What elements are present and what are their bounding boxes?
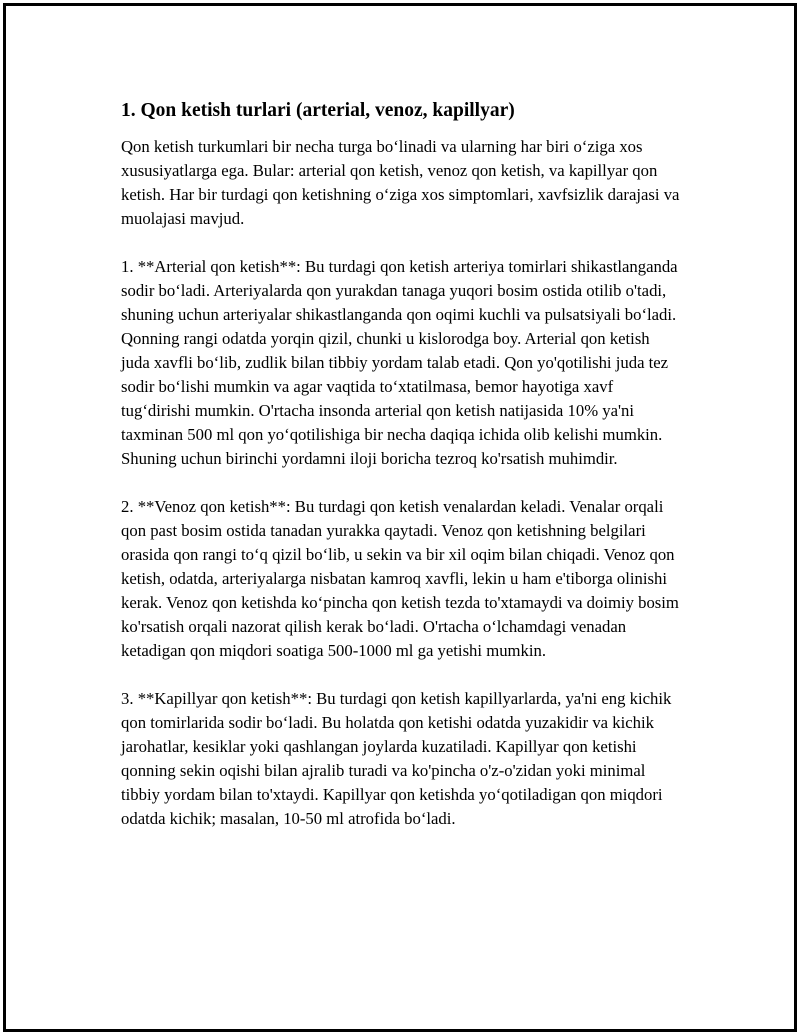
section-heading: 1. Qon ketish turlari (arterial, venoz, kapillyar) [121, 100, 515, 121]
capillary-paragraph: 3. **Kapillyar qon ketish**: Bu turdagi qon ketish kapillyarlarda, ya'ni eng kichik qon tomirlarida sodir bo‘ladi. Bu holatda qon ketishi odatda yuzakidir va kichik jarohatlar, kesiklar yoki qashlangan joylarda kuzatiladi. Kapillyar qon ketishi qonning sekin oqishi bilan ajralib turadi va ko'pincha o'z-o'zidan yoki minimal tibbiy yordam bilan to'xtaydi. Kapillyar qon ketishda yo‘qotiladigan qon miqdori odatda kichik; masalan, 10-50 ml atrofida bo‘ladi. [121, 689, 672, 828]
document-body [121, 98, 681, 855]
arterial-paragraph: 1. **Arterial qon ketish**: Bu turdagi qon ketish arteriya tomirlari shikastlanganda sodir bo‘ladi. Arteriyalarda qon yurakdan tanaga yuqori bosim ostida otilib o'tadi, shuning uchun arteriyalar shikastlanganda qon oqimi kuchli va pulsatsiyali bo‘ladi. Qonning rangi odatda yorqin qizil, chunki u kislorodga boy. Arterial qon ketish juda xavfli bo‘lib, zudlik bilan tibbiy yordam talab etadi. Qon yo'qotilishi juda tez sodir bo‘lishi mumkin va agar vaqtida to‘xtatilmasa, bemor hayotiga xavf tug‘dirishi mumkin. O'rtacha insonda arterial qon ketish natijasida 10% ya'ni taxminan 500 ml qon yo‘qotilishiga bir necha daqiqa ichida olib kelishi mumkin. Shuning uchun birinchi yordamni iloji boricha tezroq ko'rsatish muhimdir. [121, 257, 678, 468]
page-frame [3, 3, 797, 1032]
intro-paragraph: Qon ketish turkumlari bir necha turga bo‘linadi va ularning har biri o‘ziga xos xususiyatlarga ega. Bular: arterial qon ketish, venoz qon ketish, va kapillyar qon ketish. Har bir turdagi qon ketishning o‘ziga xos simptomlari, xavfsizlik darajasi va muolajasi mavjud. [121, 137, 680, 228]
venous-paragraph: 2. **Venoz qon ketish**: Bu turdagi qon ketish venalardan keladi. Venalar orqali qon past bosim ostida tanadan yurakka qaytadi. Venoz qon ketishning belgilari orasida qon rangi to‘q qizil bo‘lib, u sekin va bir xil oqim bilan chiqadi. Venoz qon ketish, odatda, arteriyalarga nisbatan kamroq xavfli, lekin u ham e'tiborga olinishi kerak. Venoz qon ketishda ko‘pincha qon ketish tezda to'xtamaydi va doimiy bosim ko'rsatish orqali nazorat qilish kerak bo‘ladi. O'rtacha o‘lchamdagi venadan ketadigan qon miqdori soatiga 500-1000 ml ga yetishi mumkin. [121, 497, 679, 660]
